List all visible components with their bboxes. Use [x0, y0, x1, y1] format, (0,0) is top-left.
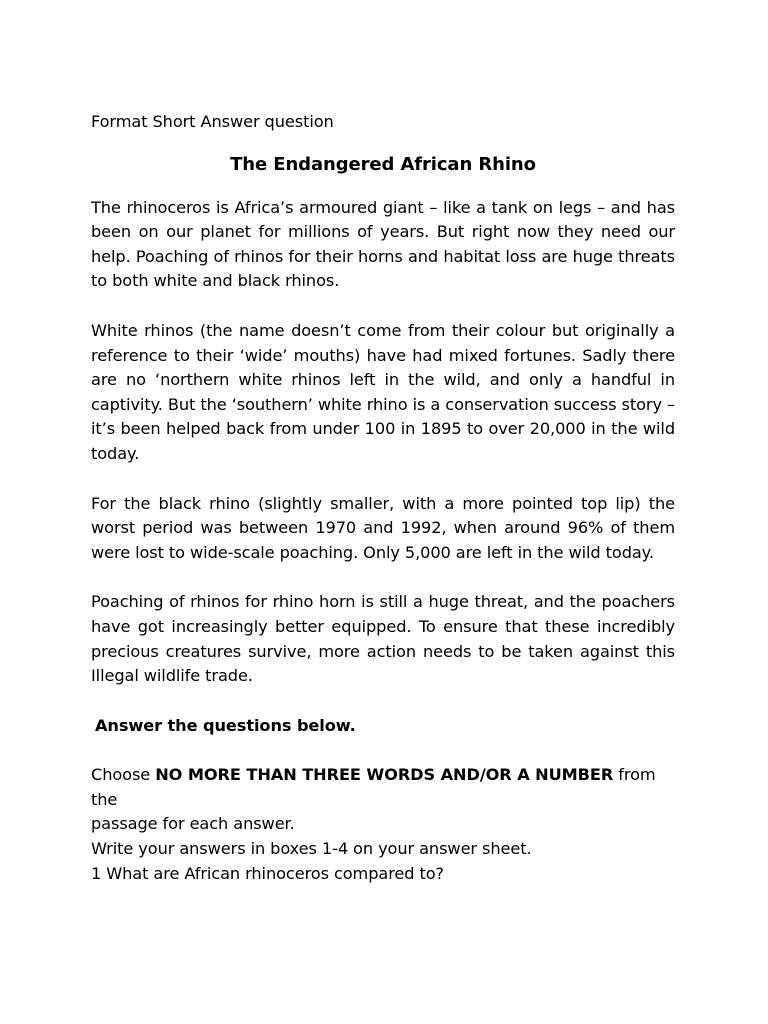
paragraph-white-rhinos: White rhinos (the name doesn’t come from their colour but originally a reference to their ‘wide’ mouths) have had mixed fortunes. Sadly there are no ‘northern white rhinos left in the wild, and only a handful in captivity. But the ‘southern’ white rhino is a conservation success story – it’s been helped back from under 100 in 1895 to over 20,000 in the wild today. — [91, 320, 675, 463]
choose-instruction-line-1 — [91, 763, 675, 812]
document-title: The Endangered African Rhino — [230, 153, 536, 175]
choose-emphasis: NO MORE THAN THREE WORDS AND/OR A NUMBER — [155, 765, 614, 785]
choose-suffix: from the — [91, 765, 656, 809]
choose-prefix: Choose — [91, 765, 156, 785]
instructions-heading: Answer the questions below. — [95, 715, 356, 735]
choose-instruction-line-2: passage for each answer. — [91, 814, 295, 834]
paragraph-poaching: Poaching of rhinos for rhino horn is still a huge threat, and the poachers have got increasingly better equipped. To ensure that these incredibly precious creatures survive, more action needs to be taken against this Illegal wildlife trade. — [91, 592, 675, 686]
paragraph-black-rhino: For the black rhino (slightly smaller, with a more pointed top lip) the worst period was between 1970 and 1992, when around 96% of them were lost to wide-scale poaching. Only 5,000 are left in the wild today. — [91, 493, 675, 562]
choose-instruction — [91, 763, 675, 837]
question-1: 1 What are African rhinoceros compared to? — [91, 863, 445, 883]
paragraph-intro: The rhinoceros is Africa’s armoured giant – like a tank on legs – and has been on our planet for millions of years. But right now they need our help. Poaching of rhinos for their horns and habitat loss are huge threats to both white and black rhinos. — [91, 197, 675, 291]
write-answers-instruction: Write your answers in boxes 1-4 on your answer sheet. — [91, 839, 532, 859]
format-line: Format Short Answer question — [91, 112, 334, 131]
document-body — [91, 110, 675, 886]
